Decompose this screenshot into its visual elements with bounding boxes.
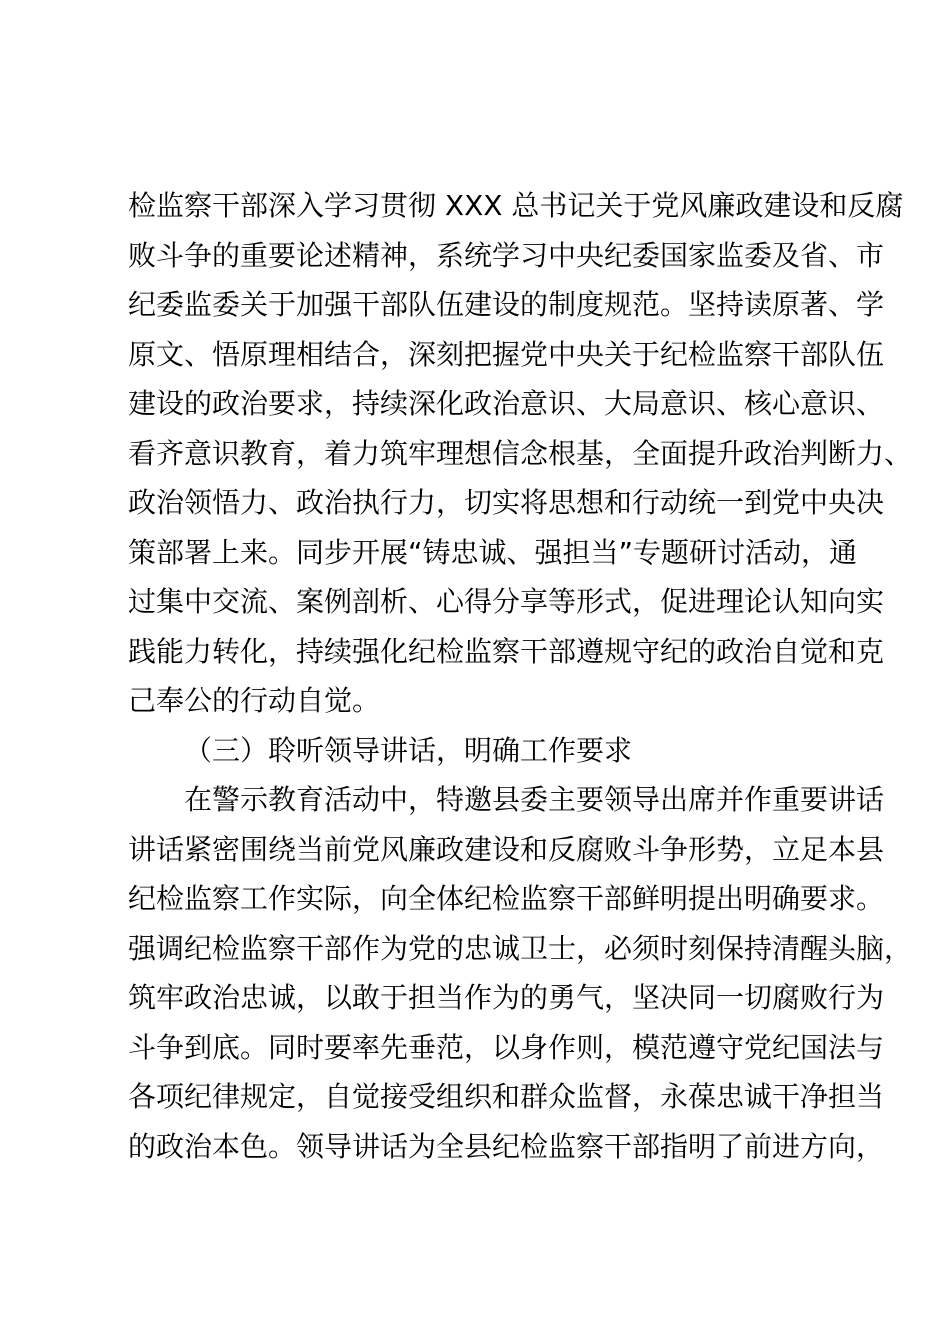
paragraph-1-line-2: 败斗争的重要论述精神，系统学习中央纪委国家监委及省、市 — [128, 239, 885, 272]
paragraph-2-line-1: 在警示教育活动中，特邀县委主要领导出席并作重要讲话 — [184, 783, 885, 816]
paragraph-1-line-11: 己奉公的行动自觉。 — [128, 684, 381, 717]
paragraph-2-line-3: 纪检监察工作实际，向全体纪检监察干部鲜明提出明确要求。 — [128, 882, 885, 915]
paragraph-1-line-7: 政治领悟力、政治执行力，切实将思想和行动统一到党中央决 — [128, 486, 885, 519]
paragraph-2-line-7: 各项纪律规定，自觉接受组织和群众监督，永葆忠诚干净担当 — [128, 1080, 885, 1113]
paragraph-1-line-3: 纪委监委关于加强干部队伍建设的制度规范。坚持读原著、学 — [128, 288, 885, 321]
paragraph-1-line-9: 过集中交流、案例剖析、心得分享等形式，促进理论认知向实 — [128, 585, 885, 618]
paragraph-2-line-2: 讲话紧密围绕当前党风廉政建设和反腐败斗争形势，立足本县 — [128, 833, 885, 866]
paragraph-2-line-5: 筑牢政治忠诚，以敢于担当作为的勇气，坚决同一切腐败行为 — [128, 981, 885, 1014]
paragraph-1-line-10: 践能力转化，持续强化纪检监察干部遵规守纪的政治自觉和克 — [128, 635, 885, 668]
paragraph-1-line-1: 检监察干部深入学习贯彻 XXX 总书记关于党风廉政建设和反腐 — [128, 189, 904, 222]
paragraph-1-line-6: 看齐意识教育，着力筑牢理想信念根基，全面提升政治判断力、 — [128, 437, 913, 470]
paragraph-2-line-6: 斗争到底。同时要率先垂范，以身作则，模范遵守党纪国法与 — [128, 1031, 885, 1064]
paragraph-1-line-4: 原文、悟原理相结合，深刻把握党中央关于纪检监察干部队伍 — [128, 338, 885, 371]
paragraph-2-line-8: 的政治本色。领导讲话为全县纪检监察干部指明了前进方向， — [128, 1130, 885, 1163]
paragraph-1-line-8: 策部署上来。同步开展“铸忠诚、强担当”专题研讨活动，通 — [128, 536, 858, 569]
paragraph-1-line-5: 建设的政治要求，持续深化政治意识、大局意识、核心意识、 — [128, 387, 885, 420]
section-heading: （三）聆听领导讲话，明确工作要求 — [184, 734, 633, 767]
paragraph-2-line-4: 强调纪检监察干部作为党的忠诚卫士，必须时刻保持清醒头脑， — [128, 932, 913, 965]
